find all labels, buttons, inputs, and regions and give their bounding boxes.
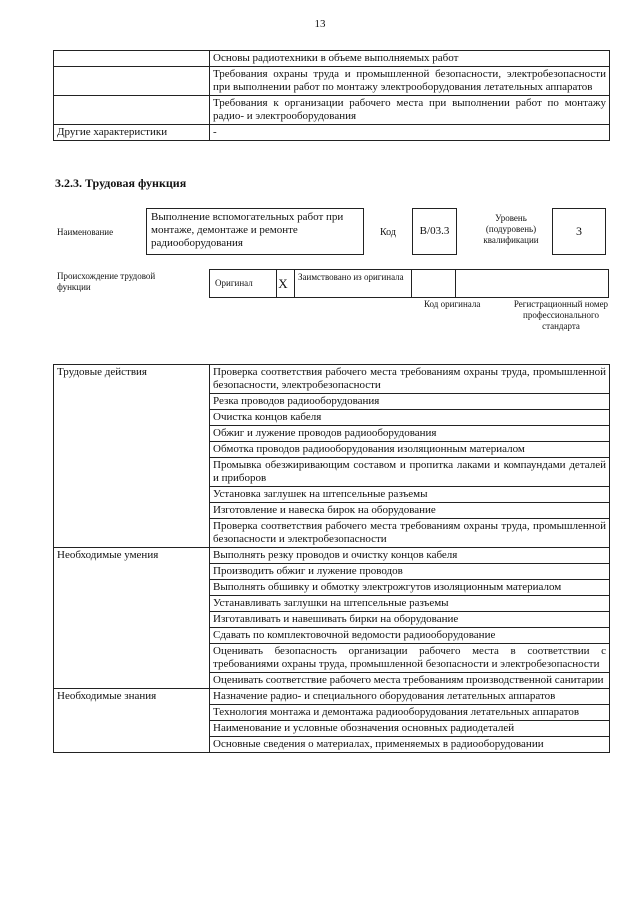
- list-item: Очистка концов кабеля: [210, 410, 610, 426]
- row-text: Основы радиотехники в объеме выполняемых работ: [210, 51, 610, 67]
- table-row: [54, 125, 610, 141]
- original-label: Оригинал: [215, 278, 253, 288]
- list-item: Оценивать безопасность организации рабочего места в соответствии с требованиями охраны труда, промышленной безопасности и электробезопасности: [210, 644, 610, 673]
- list-item: Резка проводов радиооборудования: [210, 394, 610, 410]
- divider: [455, 270, 456, 297]
- origin-grid: [209, 269, 609, 298]
- labor-actions-label: Трудовые действия: [54, 365, 210, 548]
- list-item: Промывка обезжиривающим составом и пропитка лаками и компаундами деталей и приборов: [210, 458, 610, 487]
- level-box: [552, 208, 606, 255]
- table-row: [54, 365, 610, 394]
- list-item: Устанавливать заглушки на штепсельные разъемы: [210, 596, 610, 612]
- list-item: Выполнять резку проводов и очистку концов кабеля: [210, 548, 610, 564]
- row-text: -: [210, 125, 610, 141]
- name-label: Наименование: [57, 227, 114, 237]
- list-item: Наименование и условные обозначения основных радиодеталей: [210, 721, 610, 737]
- list-item: Изготавливать и навешивать бирки на оборудование: [210, 612, 610, 628]
- list-item: Установка заглушек на штепсельные разъемы: [210, 487, 610, 503]
- code-original-label: Код оригинала: [424, 299, 481, 309]
- list-item: Основные сведения о материалах, применяемых в радиооборудовании: [210, 737, 610, 753]
- row-label: Другие характеристики: [54, 125, 210, 141]
- table-row: [54, 96, 610, 125]
- row-label: [54, 51, 210, 67]
- original-mark: X: [278, 276, 288, 291]
- divider: [411, 270, 412, 297]
- reg-number-label: Регистрационный номер профессионального стандарта: [513, 299, 609, 331]
- list-item: Проверка соответствия рабочего места требованиям охраны труда, промышленной безопасности, электробезопасности: [210, 365, 610, 394]
- level-label: Уровень (подуровень) квалификации: [483, 213, 539, 245]
- list-item: Изготовление и навеска бирок на оборудование: [210, 503, 610, 519]
- list-item: Производить обжиг и лужение проводов: [210, 564, 610, 580]
- function-name-box: [146, 208, 364, 255]
- code-box: [412, 208, 457, 255]
- list-item: Сдавать по комплектовочной ведомости радиооборудование: [210, 628, 610, 644]
- labor-function-table: [53, 364, 610, 753]
- row-label: [54, 96, 210, 125]
- list-item: Оценивать соответствие рабочего места требованиям производственной санитарии: [210, 673, 610, 689]
- list-item: Обжиг и лужение проводов радиооборудования: [210, 426, 610, 442]
- list-item: Технология монтажа и демонтажа радиооборудования летательных аппаратов: [210, 705, 610, 721]
- code-value: B/03.3: [419, 225, 450, 237]
- table-row: [54, 689, 610, 705]
- borrowed-label: Заимствовано из оригинала: [298, 272, 404, 282]
- table-row: [54, 67, 610, 96]
- table-row: [54, 548, 610, 564]
- original-cell: [210, 270, 277, 297]
- skills-label: Необходимые умения: [54, 548, 210, 689]
- row-text: Требования охраны труда и промышленной безопасности, электробезопасности при выполнении работ по монтажу электрооборудования летательных аппаратов: [210, 67, 610, 96]
- row-label: [54, 67, 210, 96]
- list-item: Назначение радио- и специального оборудования летательных аппаратов: [210, 689, 610, 705]
- function-name-value: Выполнение вспомогательных работ при монтаже, демонтаже и ремонте радиооборудования: [151, 211, 344, 249]
- level-value: 3: [576, 224, 582, 238]
- origin-label: Происхождение трудовой функции: [57, 271, 156, 292]
- code-label: Код: [380, 227, 396, 238]
- table-row: [54, 51, 610, 67]
- original-mark-cell: [272, 270, 295, 297]
- list-item: Обмотка проводов радиооборудования изоляционным материалом: [210, 442, 610, 458]
- page-number: 13: [314, 18, 326, 30]
- section-title: 3.2.3. Трудовая функция: [55, 176, 187, 190]
- list-item: Выполнять обшивку и обмотку электрожгутов изоляционным материалом: [210, 580, 610, 596]
- knowledge-label: Необходимые знания: [54, 689, 210, 753]
- list-item: Проверка соответствия рабочего места требованиям охраны труда, промышленной безопасности и электробезопасности: [210, 519, 610, 548]
- row-text: Требования к организации рабочего места при выполнении работ по монтажу радио- и электрооборудования: [210, 96, 610, 125]
- characteristics-table: [53, 50, 610, 141]
